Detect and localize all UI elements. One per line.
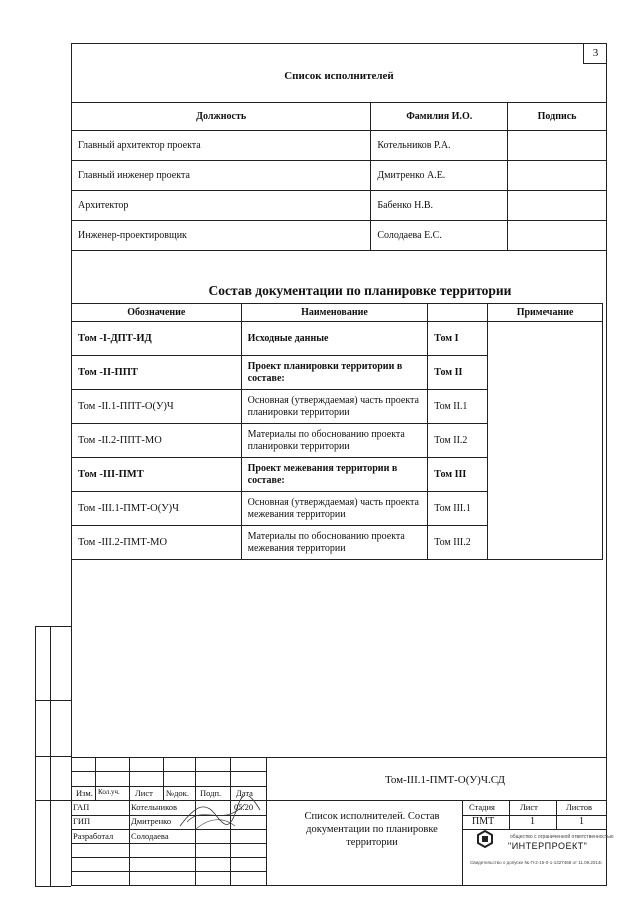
title-cell: Основная (утверждаемая) часть проекта межевания территории: [241, 492, 428, 526]
stamp-col-count: Кол.уч.: [98, 788, 120, 796]
documentation-table: [71, 303, 603, 560]
stamp-date: 05.20: [234, 802, 254, 812]
stage-value: ПМТ: [472, 816, 495, 827]
volume-cell: Том III.2: [428, 526, 488, 560]
signature-cell: [508, 161, 607, 191]
title-cell: Материалы по обоснованию проекта межевания территории: [241, 526, 428, 560]
company-legal-form: общество с ограниченной ответственностью: [510, 834, 614, 840]
table-row: [72, 161, 607, 191]
sheets-label: Листов: [566, 802, 592, 812]
code-cell: Том -II.1-ППТ-О(У)Ч: [72, 390, 242, 424]
documentation-header-row: [72, 304, 603, 322]
position-cell: Архитектор: [72, 191, 371, 221]
note-cell: [488, 390, 603, 424]
stamp-role: Разработал: [73, 831, 114, 841]
stamp-col-date: Дата: [236, 788, 253, 798]
signature-cell: [508, 131, 607, 161]
title-cell: Проект планировки территории в составе:: [241, 356, 428, 390]
table-row: [72, 424, 603, 458]
signature-cell: [508, 221, 607, 251]
code-cell: Том -III.2-ПМТ-МО: [72, 526, 242, 560]
note-cell: [488, 424, 603, 458]
stamp-person: Котельников: [131, 802, 178, 812]
name-cell: Солодаева Е.С.: [371, 221, 508, 251]
header-signature: Подпись: [508, 103, 607, 131]
executors-table: [71, 102, 607, 251]
table-row: [72, 322, 603, 356]
stamp-col-signature: Подп.: [200, 788, 222, 798]
signature-cell: [508, 191, 607, 221]
table-row: [72, 221, 607, 251]
header-code: Обозначение: [72, 304, 242, 322]
code-cell: Том -II-ППТ: [72, 356, 242, 390]
header-note: Примечание: [488, 304, 603, 322]
title-cell: Проект межевания территории в составе:: [241, 458, 428, 492]
company-certificate: Свидетельство о допуске № П-2-15-0-1-1327468 от 11.09.2014г.: [470, 860, 603, 865]
title-cell: Исходные данные: [241, 322, 428, 356]
executors-title: Список исполнителей: [284, 70, 394, 82]
table-row: [72, 390, 603, 424]
code-cell: Том -I-ДПТ-ИД: [72, 322, 242, 356]
header-title: Наименование: [241, 304, 428, 322]
name-cell: Дмитренко А.Е.: [371, 161, 508, 191]
table-row: [72, 526, 603, 560]
code-cell: Том -III-ПМТ: [72, 458, 242, 492]
sheets-value: 1: [579, 816, 584, 827]
position-cell: Главный архитектор проекта: [72, 131, 371, 161]
table-row: [72, 492, 603, 526]
position-cell: Главный инженер проекта: [72, 161, 371, 191]
position-cell: Инженер-проектировщик: [72, 221, 371, 251]
document-description: Список исполнителей. Состав документации по планировке территории: [304, 811, 440, 848]
note-cell: [488, 526, 603, 560]
page-number: 3: [583, 43, 607, 64]
note-cell: [488, 492, 603, 526]
sheet-value: 1: [530, 816, 535, 827]
note-cell: [488, 356, 603, 390]
volume-cell: Том II: [428, 356, 488, 390]
stamp-person: Дмитренко: [131, 816, 172, 826]
table-row: [72, 458, 603, 492]
document-code: Том-III.1-ПМТ-О(У)Ч.СД: [384, 774, 506, 786]
stamp-col-docno: №док.: [166, 788, 189, 798]
documentation-title: Состав документации по планировке территории: [208, 283, 512, 298]
title-cell: Основная (утверждаемая) часть проекта планировки территории: [241, 390, 428, 424]
stage-label: Стадия: [469, 802, 495, 812]
table-row: [72, 131, 607, 161]
stamp-person: Солодаева: [131, 831, 169, 841]
code-cell: Том -III.1-ПМТ-О(У)Ч: [72, 492, 242, 526]
stamp-col-sheet: Лист: [135, 788, 153, 798]
sheet-label: Лист: [520, 802, 538, 812]
volume-cell: Том II.1: [428, 390, 488, 424]
volume-cell: Том II.2: [428, 424, 488, 458]
stamp-role: ГАП: [73, 802, 90, 812]
note-cell: [488, 322, 603, 356]
company-logo-icon: [476, 830, 494, 848]
title-cell: Материалы по обоснованию проекта планировки территории: [241, 424, 428, 458]
name-cell: Котельников Р.А.: [371, 131, 508, 161]
company-name: "ИНТЕРПРОЕКТ": [508, 841, 588, 851]
volume-cell: Том I: [428, 322, 488, 356]
stamp-col-change: Изм.: [76, 788, 93, 798]
note-cell: [488, 458, 603, 492]
table-row: [72, 356, 603, 390]
header-name: Фамилия И.О.: [371, 103, 508, 131]
header-volume: [428, 304, 488, 322]
executors-header-row: [72, 103, 607, 131]
volume-cell: Том III: [428, 458, 488, 492]
name-cell: Бабенко Н.В.: [371, 191, 508, 221]
volume-cell: Том III.1: [428, 492, 488, 526]
table-row: [72, 191, 607, 221]
stamp-role: ГИП: [73, 816, 91, 826]
code-cell: Том -II.2-ППТ-МО: [72, 424, 242, 458]
signature-scribble: [175, 796, 265, 836]
header-position: Должность: [72, 103, 371, 131]
